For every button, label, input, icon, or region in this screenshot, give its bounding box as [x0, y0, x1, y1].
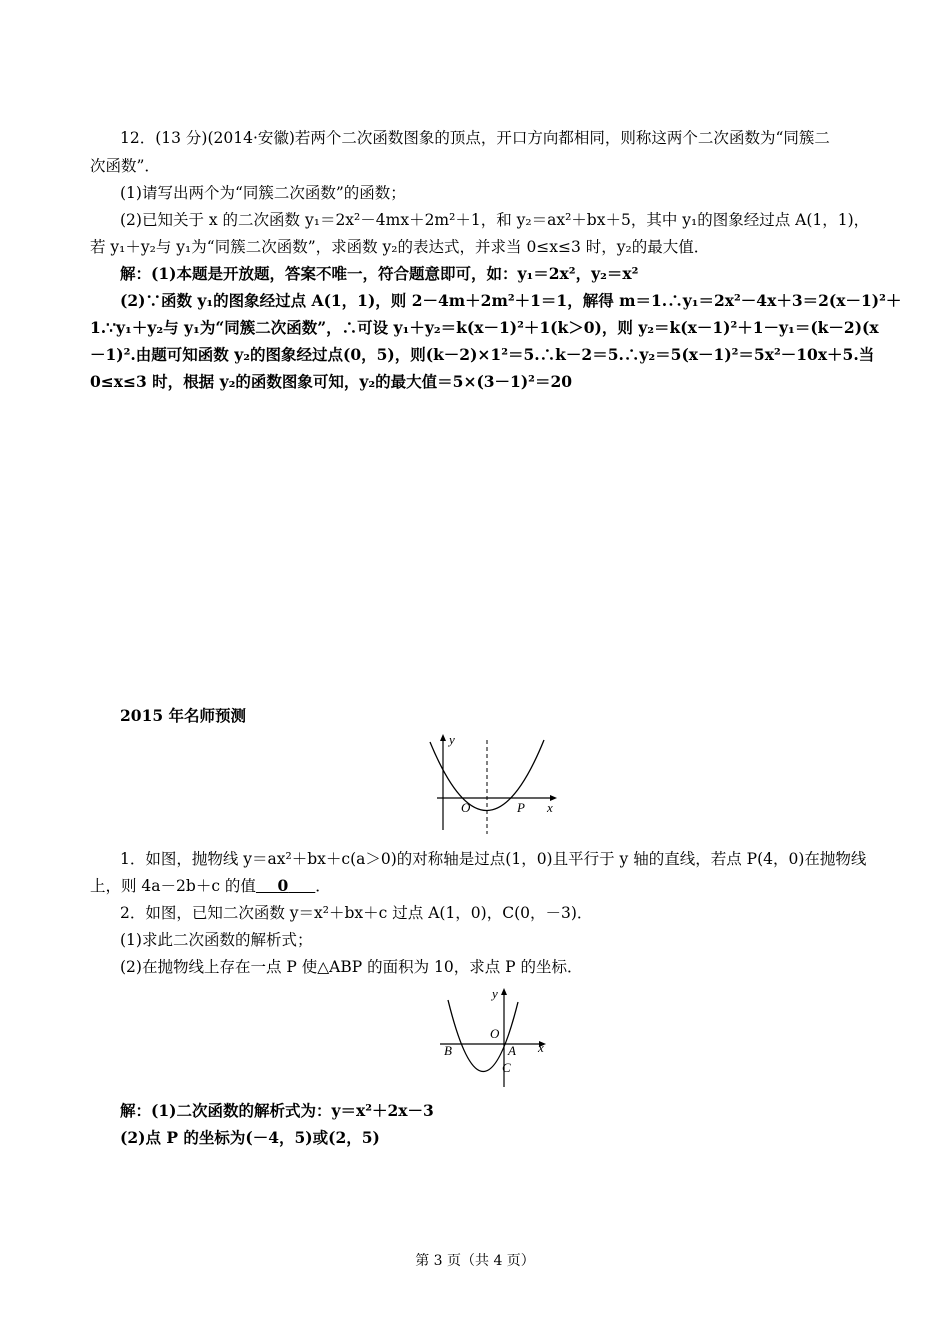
- p2-solution-line-2: (2)点 P 的坐标为(－4，5)或(2，5): [120, 1128, 380, 1147]
- fig2-x-label: x: [538, 1040, 544, 1055]
- q12-line-2: 次函数”．: [90, 157, 160, 175]
- p2-part2: (2)在抛物线上存在一点 P 使△ABP 的面积为 10，求点 P 的坐标．: [120, 958, 583, 976]
- p2-solution-text-1: 解：(1)二次函数的解析式为：y＝x²＋2x－3: [120, 1101, 434, 1120]
- fig2-c-label: C: [502, 1060, 511, 1075]
- p2-line-1: 2．如图，已知二次函数 y＝x²＋bx＋c 过点 A(1，0)，C(0，－3)．: [120, 904, 593, 922]
- p2-solution-line-1: [120, 1101, 434, 1121]
- q12-solution-line-2: (2)∵函数 y₁的图象经过点 A(1，1)，则 2－4m＋2m²＋1＝1，解得 m＝1.∴y₁＝2x²－4x＋3＝2(x－1)²＋: [120, 291, 902, 310]
- fig1-origin-label: O: [461, 800, 471, 815]
- q12-part2-line-2: 若 y₁＋y₂与 y₁为“同簇二次函数”，求函数 y₂的表达式，并求当 0≤x≤3 时，y₂的最大值．: [90, 238, 710, 256]
- p1-line-2-text: 上，则 4a－2b＋c 的值: [90, 877, 256, 895]
- fig2-a-label: A: [508, 1043, 516, 1058]
- fig2-origin-label: O: [490, 1026, 500, 1041]
- fig2-y-label: y: [492, 986, 498, 1001]
- p2-part1: (1)求此二次函数的解析式；: [120, 931, 313, 949]
- parabola-figure-1: [425, 730, 565, 840]
- section-title: 2015 年名师预测: [120, 706, 247, 725]
- p1-line-2-end: ．: [315, 877, 331, 895]
- q12-solution-line-4: －1)².由题可知函数 y₂的图象经过点(0，5)，则(k－2)×1²＝5.∴k－2＝5.∴y₂＝5(x－1)²＝5x²－10x＋5.当: [90, 345, 875, 364]
- page-footer: 第 3 页（共 4 页）: [415, 1253, 535, 1269]
- fig1-y-label: y: [449, 732, 455, 747]
- q12-solution-line-3: 1.∵y₁＋y₂与 y₁为“同簇二次函数”，∴可设 y₁＋y₂＝k(x－1)²＋1(k＞0)，则 y₂＝k(x－1)²＋1－y₁＝(k－2)(x: [90, 318, 879, 337]
- p1-line-2: [90, 876, 331, 896]
- q12-line-1: 12．(13 分)(2014·安徽)若两个二次函数图象的顶点，开口方向都相同，则称这两个二次函数为“同簇二: [120, 129, 830, 147]
- fig1-x-label: x: [547, 800, 553, 815]
- p1-line-1: 1．如图，抛物线 y＝ax²＋bx＋c(a＞0)的对称轴是过点(1，0)且平行于 y 轴的直线，若点 P(4，0)在抛物线: [120, 850, 867, 868]
- parabola-figure-2: [436, 982, 556, 1092]
- q12-part2-line-1: (2)已知关于 x 的二次函数 y₁＝2x²－4mx＋2m²＋1，和 y₂＝ax²＋bx＋5，其中 y₁的图象经过点 A(1，1)，: [120, 211, 870, 229]
- fig2-b-label: B: [444, 1043, 452, 1058]
- q12-solution-line-1: 解：(1)本题是开放题，答案不唯一，符合题意即可，如：y₁＝2x²，y₂＝x²: [120, 264, 639, 283]
- q12-part1: (1)请写出两个为“同簇二次函数”的函数；: [120, 184, 406, 202]
- q12-solution-line-5: 0≤x≤3 时，根据 y₂的函数图象可知，y₂的最大值＝5×(3－1)²＝20: [90, 372, 573, 391]
- p1-answer: 0: [277, 876, 289, 895]
- fig1-p-label: P: [517, 800, 525, 815]
